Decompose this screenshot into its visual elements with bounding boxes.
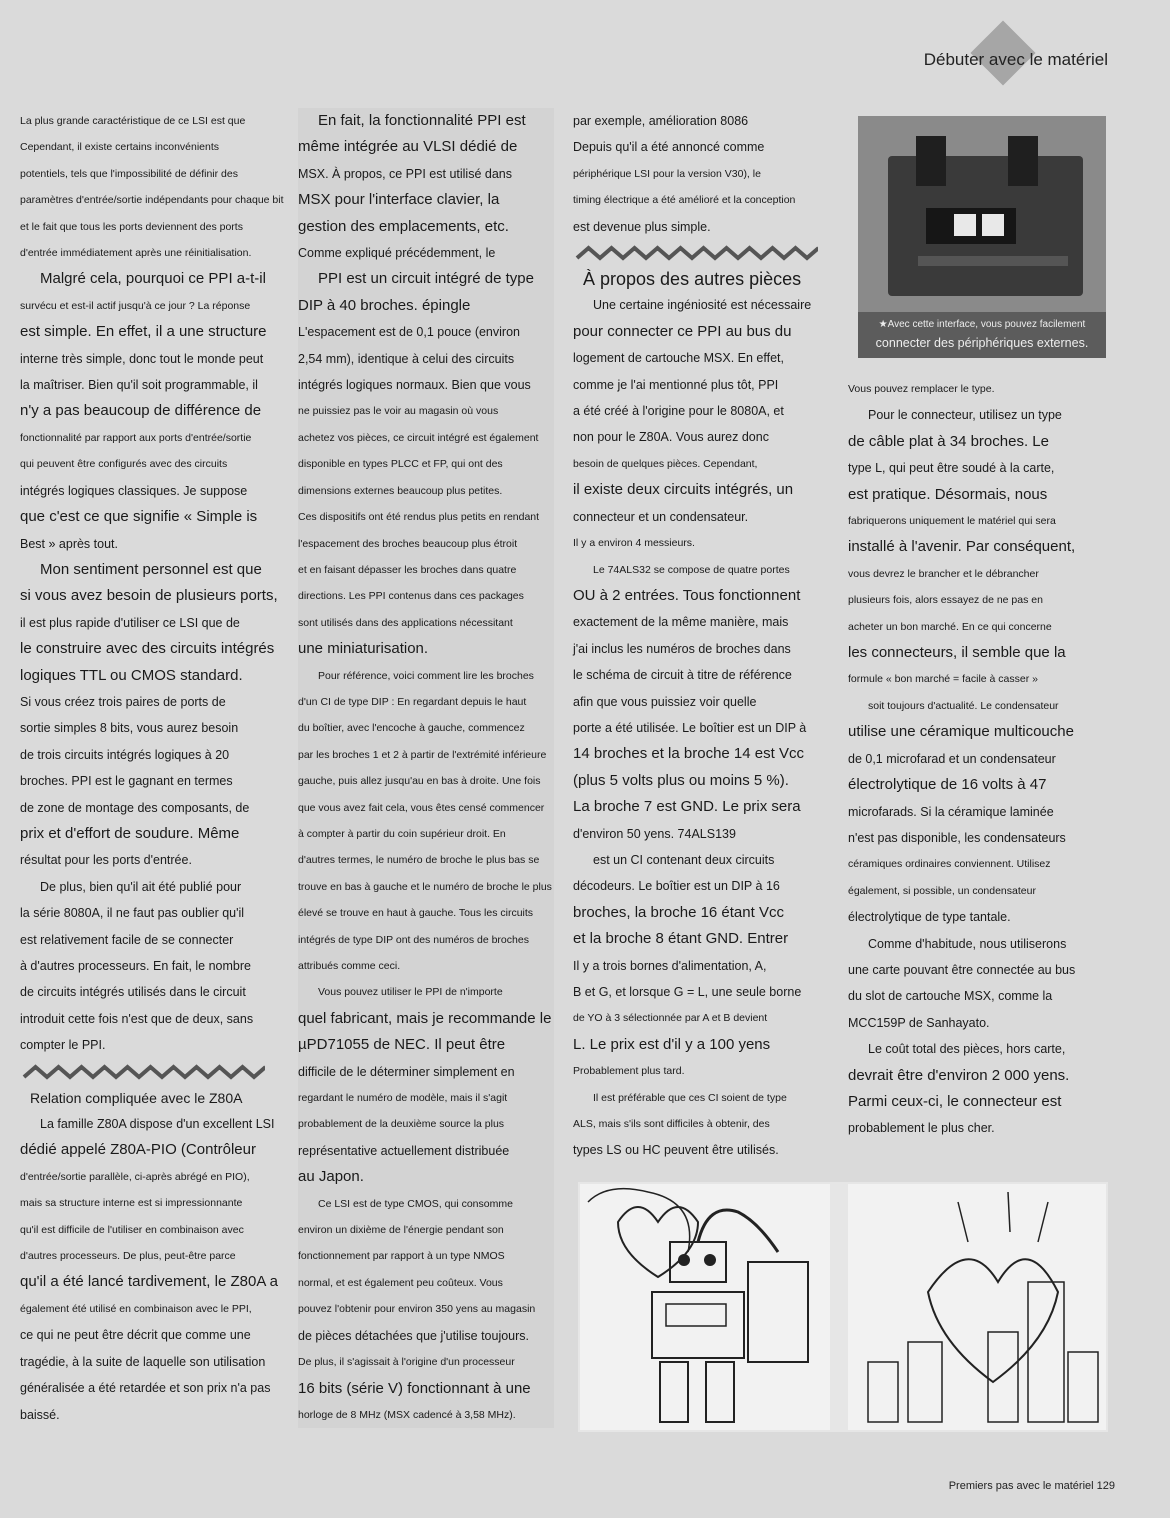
text-line: Mon sentiment personnel est que [40,560,262,578]
text-line: l'espacement des broches beaucoup plus étroit [298,537,518,550]
text-line: tragédie, à la suite de laquelle son utilisation [20,1354,266,1369]
text-line: Malgré cela, pourquoi ce PPI a-t-il [40,270,266,288]
text-line: et en faisant dépasser les broches dans quatre [298,563,517,576]
text-line: 14 broches et la broche 14 est Vcc [573,745,804,763]
text-line: Pour référence, voici comment lire les broches [318,669,534,682]
text-line: baissé. [20,1407,60,1422]
text-line: électrolytique de 16 volts à 47 [848,776,1047,794]
text-line: difficile de le déterminer simplement en [298,1064,515,1079]
text-line: électrolytique de type tantale. [848,910,1011,925]
robot-illustration [578,1182,1108,1432]
text-line: Parmi ceux-ci, le connecteur est [848,1092,1062,1110]
text-line: le construire avec des circuits intégrés [20,640,275,658]
text-line: plusieurs fois, alors essayez de ne pas en [848,594,1043,607]
text-line: j'ai inclus les numéros de broches dans [573,641,791,656]
text-line: De plus, il s'agissait à l'origine d'un processeur [298,1356,515,1369]
text-line: à d'autres processeurs. En fait, le nombre [20,959,251,973]
text-line: probablement le plus cher. [848,1121,995,1136]
text-line: exactement de la même manière, mais [573,615,789,630]
text-line: d'autres termes, le numéro de broche le plus bas se [298,854,540,867]
section-heading: Relation compliquée avec le Z80A [30,1089,243,1106]
text-line: paramètres d'entrée/sortie indépendants pour chaque bit [20,194,284,207]
text-line: il est plus rapide d'utiliser ce LSI que de [20,615,240,630]
text-line: de trois circuits intégrés logiques à 20 [20,747,230,762]
text-line: De plus, bien qu'il ait été publié pour [40,879,242,894]
text-line: besoin de quelques pièces. Cependant, [573,457,758,470]
text-line: que c'est ce que signifie « Simple is [20,508,258,526]
text-line: La broche 7 est GND. Le prix sera [573,798,801,816]
text-line: non pour le Z80A. Vous aurez donc [573,430,769,445]
text-line: d'autres processeurs. De plus, peut-être parce [20,1250,236,1263]
text-line: sont utilisés dans des applications nécessitant [298,616,513,629]
text-line: (plus 5 volts plus ou moins 5 %). [573,771,789,789]
text-line: Le 74ALS32 se compose de quatre portes [593,563,790,576]
text-line: OU à 2 entrées. Tous fonctionnent [573,586,801,604]
text-line: La plus grande caractéristique de ce LSI est que [20,115,246,127]
text-line: qui peuvent être configurés avec des circuits [20,458,228,471]
text-line: logiques TTL ou CMOS standard. [20,666,243,684]
text-line: la maîtriser. Bien qu'il soit programmable, il [20,378,258,393]
section-heading: À propos des autres pièces [583,269,802,290]
text-line: disponible en types PLCC et FP, qui ont des [298,458,503,471]
text-line: achetez vos pièces, ce circuit intégré est également [298,431,539,444]
text-line: et la broche 8 étant GND. Entrer [573,930,789,948]
text-line: une miniaturisation. [298,640,429,658]
text-line: B et G, et lorsque G = L, une seule borne [573,985,802,999]
text-line: 2,54 mm), identique à celui des circuits [298,351,515,366]
text-line: est devenue plus simple. [573,219,711,234]
text-line: Comme d'habitude, nous utiliserons [868,936,1067,951]
text-line: broches. PPI est le gagnant en termes [20,774,233,789]
text-line: généralisée a été retardée et son prix n'a pas [20,1381,271,1396]
text-line: directions. Les PPI contenus dans ces packages [298,590,524,603]
text-line: types LS ou HC peuvent être utilisés. [573,1143,779,1158]
text-line: que vous avez fait cela, vous êtes censé commencer [298,801,545,814]
text-line: L'espacement est de 0,1 pouce (environ [298,325,520,340]
text-line: d'entrée immédiatement après une réinitialisation. [20,247,252,260]
photo-caption [860,316,1104,352]
text-line: a été créé à l'origine pour le 8080A, et [573,404,784,419]
text-line: qu'il est difficile de l'utiliser en combinaison avec [20,1223,244,1236]
text-line: Le coût total des pièces, hors carte, [868,1042,1066,1057]
text-line: 16 bits (série V) fonctionnant à une [298,1379,531,1397]
text-column-2 [298,108,554,1428]
section-header: Débuter avec le matériel [923,50,1108,69]
text-line: potentiels, tels que l'impossibilité de définir des [20,167,238,180]
text-line: de pièces détachées que j'utilise toujours. [298,1328,530,1343]
text-line: Cependant, il existe certains inconvénients [20,141,220,154]
text-line: microfarads. Si la céramique laminée [848,804,1054,819]
text-line: devrait être d'environ 2 000 yens. [848,1066,1070,1084]
text-line: MSX pour l'interface clavier, la [298,191,500,209]
text-line: périphérique LSI pour la version V30), le [573,167,761,180]
text-line: au Japon. [298,1168,364,1186]
text-line: et le fait que tous les ports deviennent des ports [20,220,243,233]
text-line: est relativement facile de se connecter [20,932,234,947]
text-line: acheter un bon marché. En ce qui concerne [848,620,1052,633]
text-line: Depuis qu'il a été annoncé comme [573,140,765,155]
text-line: du boîtier, avec l'encoche à gauche, commencez [298,722,525,735]
text-line: trouve en bas à gauche et le numéro de broche le plus [298,880,552,893]
text-line: soit toujours d'actualité. Le condensateur [868,699,1059,712]
text-line: Pour le connecteur, utilisez un type [868,408,1062,423]
text-line: la série 8080A, il ne faut pas oublier qu'il [20,906,245,921]
text-line: de zone de montage des composants, de [20,800,250,815]
text-line: qu'il a été lancé tardivement, le Z80A a [20,1273,279,1291]
text-line: logement de cartouche MSX. En effet, [573,351,785,366]
page-footer: Premiers pas avec le matériel 129 [948,1480,1115,1492]
text-line: élevé se trouve en haut à gauche. Tous les circuits [298,907,534,920]
robots-in-love-drawing [578,1182,1108,1432]
text-line: de câble plat à 34 broches. Le [848,432,1049,450]
text-line: Une certaine ingéniosité est nécessaire [593,298,812,313]
text-line: horloge de 8 MHz (MSX cadencé à 3,58 MHz). [298,1408,516,1421]
text-line: décodeurs. Le boîtier est un DIP à 16 [573,879,780,894]
text-line: n'est pas disponible, les condensateurs [848,830,1066,845]
zigzag-divider [20,1059,278,1085]
text-line: les connecteurs, il semble que la [848,644,1066,662]
text-line: fabriquerons uniquement le matériel qui sera [848,515,1056,528]
text-line: Il y a environ 4 messieurs. [573,537,695,550]
photo-caption-line-1: ★Avec cette interface, vous pouvez facilement [878,319,1086,330]
text-line: dimensions externes beaucoup plus petites. [298,484,503,497]
text-line: MSX. À propos, ce PPI est utilisé dans [298,166,512,181]
text-line: broches, la broche 16 étant Vcc [573,903,784,921]
text-line: est simple. En effet, il a une structure [20,323,267,341]
text-line: par les broches 1 et 2 à partir de l'extrémité inférieure [298,748,547,761]
text-line: Il y a trois bornes d'alimentation, A, [573,958,767,973]
text-line: céramiques ordinaires conviennent. Utilisez [848,858,1051,871]
text-line: porte a été utilisée. Le boîtier est un DIP à [573,720,807,735]
text-line: Ces dispositifs ont été rendus plus petits en rendant [298,511,540,524]
text-line: En fait, la fonctionnalité PPI est [318,112,526,129]
text-line: ALS, mais s'ils sont difficiles à obtenir, des [573,1118,770,1131]
text-line: type L, qui peut être soudé à la carte, [848,461,1055,476]
text-line: d'entrée/sortie parallèle, ci-après abrégé en PIO), [20,1170,250,1183]
text-line: dédié appelé Z80A-PIO (Contrôleur [20,1141,256,1159]
text-line: connecteur et un condensateur. [573,509,749,524]
text-line: regardant le numéro de modèle, mais il s'agit [298,1092,508,1105]
text-line: du slot de cartouche MSX, comme la [848,989,1053,1004]
text-line: d'un CI de type DIP : En regardant depuis le haut [298,695,527,708]
text-line: par exemple, amélioration 8086 [573,114,749,128]
text-line: ne puissiez pas le voir au magasin où vous [298,405,499,418]
text-line: une carte pouvant être connectée au bus [848,962,1076,977]
text-line: timing électrique a été amélioré et la conception [573,194,796,207]
text-line: quel fabricant, mais je recommande le [298,1009,552,1027]
text-line: même intégrée au VLSI dédié de [298,138,518,156]
text-line: L. Le prix est d'il y a 100 yens [573,1035,771,1053]
text-line: intégrés logiques normaux. Bien que vous [298,378,531,393]
text-line: introduit cette fois n'est que de deux, sans [20,1011,254,1026]
text-line: à compter à partir du coin supérieur droit. En [298,827,506,840]
text-line: afin que vous puissiez voir quelle [573,694,757,709]
text-line: Vous pouvez remplacer le type. [848,383,995,395]
text-line: compter le PPI. [20,1038,106,1053]
text-line: Probablement plus tard. [573,1065,685,1078]
text-line: Comme expliqué précédemment, le [298,246,496,261]
text-line: comme je l'ai mentionné plus tôt, PPI [573,377,779,392]
text-line: d'environ 50 yens. 74ALS139 [573,826,736,841]
text-line: est un CI contenant deux circuits [593,852,775,867]
text-line: utilise une céramique multicouche [848,723,1074,741]
text-line: µPD71055 de NEC. Il peut être [298,1036,506,1054]
text-line: fonctionnement par rapport à un type NMOS [298,1250,505,1263]
text-line: Vous pouvez utiliser le PPI de n'importe [318,986,503,999]
text-line: Ce LSI est de type CMOS, qui consomme [318,1197,513,1210]
text-line: gestion des emplacements, etc. [298,217,509,235]
text-line: de circuits intégrés utilisés dans le circuit [20,985,246,1000]
text-line: ce qui ne peut être décrit que comme une [20,1328,251,1343]
text-line: Il est préférable que ces CI soient de type [593,1091,787,1104]
text-line: environ un dixième de l'énergie pendant son [298,1224,504,1237]
text-line: mais sa structure interne est si impressionnante [20,1197,243,1210]
text-line: également été utilisé en combinaison avec le PPI, [20,1302,252,1315]
text-line: également, si possible, un condensateur [848,884,1036,897]
text-line: PPI est un circuit intégré de type [318,270,534,288]
text-line: fonctionnalité par rapport aux ports d'entrée/sortie [20,431,252,444]
text-line: intégrés de type DIP ont des numéros de broches [298,933,529,946]
text-line: prix et d'effort de soudure. Même [20,824,240,842]
text-line: n'y a pas beaucoup de différence de [20,402,262,420]
text-line: interne très simple, donc tout le monde peut [20,351,264,366]
text-line: DIP à 40 broches. épingle [298,296,471,314]
text-line: de 0,1 microfarad et un condensateur [848,751,1056,766]
text-line: Best » après tout. [20,536,118,551]
text-line: est pratique. Désormais, nous [848,485,1048,503]
text-line: intégrés logiques classiques. Je suppose [20,483,248,498]
text-line: probablement de la deuxième source la plus [298,1118,505,1131]
text-line: attribués comme ceci. [298,960,401,972]
text-line: La famille Z80A dispose d'un excellent LSI [40,1117,275,1132]
text-line: vous devrez le brancher et le débrancher [848,567,1039,580]
text-line: représentative actuellement distribuée [298,1143,510,1158]
text-line: installé à l'avenir. Par conséquent, [848,538,1076,556]
text-line: gauche, puis allez jusqu'au en bas à droite. Une fois [298,775,541,788]
text-line: normal, et est également peu coûteux. Vous [298,1276,503,1289]
text-line: survécu et est-il actif jusqu'à ce jour ? La réponse [20,299,251,312]
text-line: le schéma de circuit à titre de référence [573,668,792,683]
zigzag-divider [573,240,829,266]
text-column-1 [20,108,284,1428]
text-line: pouvez l'obtenir pour environ 350 yens au magasin [298,1303,536,1316]
photo-caption-line-2: connecter des périphériques externes. [875,336,1089,350]
text-line: formule « bon marché = facile à casser » [848,673,1038,686]
text-line: MCC159P de Sanhayato. [848,1015,990,1030]
text-line: sortie simples 8 bits, vous aurez besoin [20,721,239,736]
text-line: il existe deux circuits intégrés, un [573,481,794,499]
text-line: si vous avez besoin de plusieurs ports, [20,587,278,605]
text-column-3 [573,108,829,1164]
text-column-4 [848,376,1106,1142]
text-line: pour connecter ce PPI au bus du [573,322,792,340]
text-line: de YO à 3 sélectionnée par A et B devient [573,1012,768,1025]
text-line: Si vous créez trois paires de ports de [20,694,226,709]
text-line: résultat pour les ports d'entrée. [20,853,192,868]
